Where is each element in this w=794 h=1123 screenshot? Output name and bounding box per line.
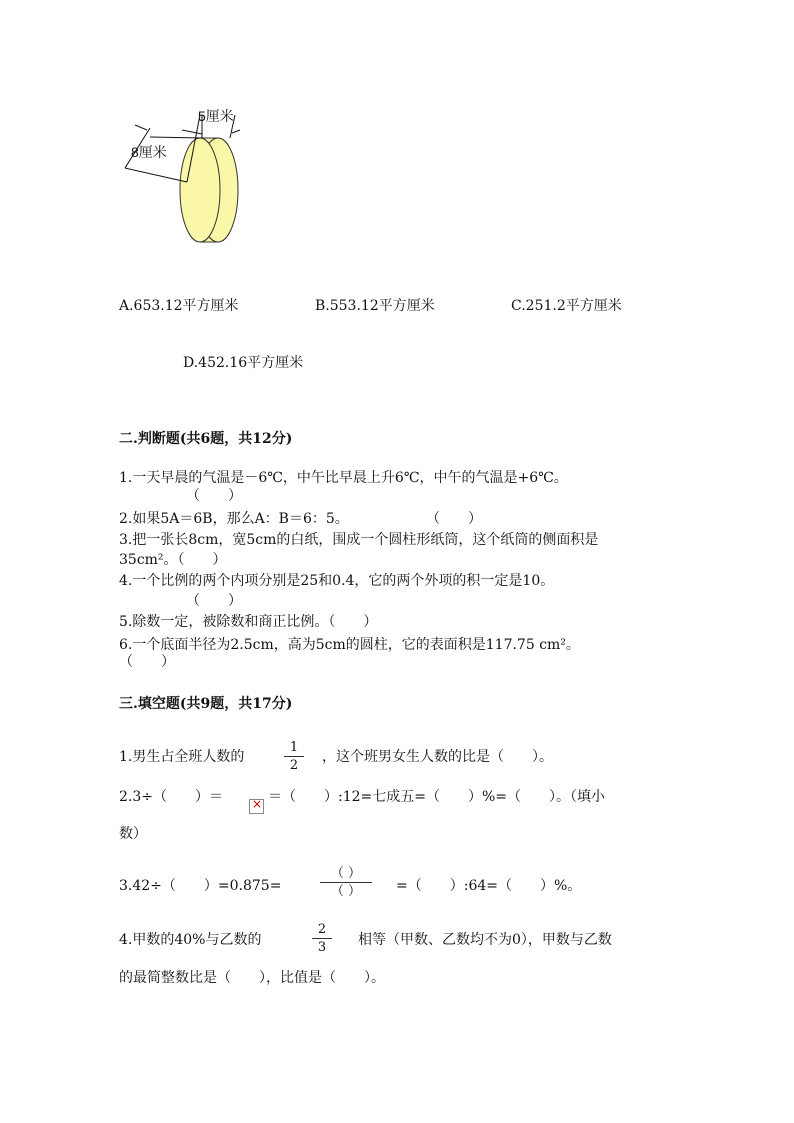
judge-q2: 2.如果5A＝6B，那么A：B＝6：5。	[119, 511, 349, 527]
fill-q2-post: ＝（ ）:12=七成五=（ ）%=（ ）。（填小	[268, 789, 606, 805]
cylinder-figure	[110, 100, 260, 250]
dimension-arrow	[232, 130, 240, 133]
fill-q3-pre: 3.42÷（ ）=0.875=	[119, 878, 282, 894]
broken-image-icon	[249, 799, 264, 814]
dimension-arrow	[182, 130, 202, 134]
judge-q3a: 3.把一张长8cm，宽5cm的白纸，围成一个圆柱形纸筒，这个纸筒的侧面积是	[119, 532, 599, 548]
fraction-denominator[interactable]: （ ）	[330, 884, 362, 899]
width-label: 5厘米	[198, 108, 234, 124]
fraction-denominator: 3	[317, 940, 327, 955]
judge-q2-paren[interactable]: （ ）	[426, 511, 482, 527]
cylinder-front-face	[180, 138, 220, 242]
fill-q1-pre: 1.男生占全班人数的	[119, 749, 245, 765]
fill-q2-pre: 2.3÷（ ）＝	[119, 789, 223, 805]
fill-q2-cont: 数）	[119, 826, 147, 842]
option-c[interactable]: C.251.2平方厘米	[511, 298, 622, 314]
fraction-two-thirds	[310, 922, 334, 955]
section-title-judgment: 二.判断题(共6题，共12分)	[119, 431, 293, 447]
fill-q4-cont: 的最简整数比是（ ），比值是（ ）。	[119, 970, 385, 986]
judge-q1-paren[interactable]: （ ）	[186, 488, 242, 504]
judge-q1: 1.一天早晨的气温是－6℃，中午比早晨上升6℃，中午的气温是+6℃。	[119, 470, 568, 486]
judge-q6: 6.一个底面半径为2.5cm，高为5cm的圆柱，它的表面积是117.75 cm²。	[119, 637, 580, 653]
fraction-numerator: 1	[289, 740, 299, 755]
dimension-arrow	[135, 125, 147, 130]
fill-q4-pre: 4.甲数的40%与乙数的	[119, 932, 262, 948]
judge-q4: 4.一个比例的两个内项分别是25和0.4，它的两个外项的积一定是10。	[119, 573, 555, 589]
fraction-denominator: 2	[289, 758, 299, 773]
option-b[interactable]: B.553.12平方厘米	[315, 298, 435, 314]
fraction-blank	[318, 866, 374, 899]
radius-line	[125, 168, 187, 182]
section-title-fill-in: 三.填空题(共9题，共17分)	[119, 696, 293, 712]
fraction-numerator: 2	[317, 922, 327, 937]
fill-q3-post: =（ ）:64=（ ）%。	[396, 878, 582, 894]
fill-q4-post: 相等（甲数、乙数均不为0），甲数与乙数	[358, 932, 612, 948]
radius-label: 8厘米	[131, 144, 167, 160]
fill-q1-post: ，这个班男女生人数的比是（ ）。	[322, 749, 553, 765]
radius-line	[150, 137, 202, 138]
fraction-numerator[interactable]: （ ）	[330, 866, 362, 881]
fraction-one-half	[282, 740, 306, 773]
judge-q6-paren[interactable]: （ ）	[119, 654, 175, 670]
judge-q3b: 35cm²。（ ）	[119, 552, 227, 568]
option-a[interactable]: A.653.12平方厘米	[119, 298, 239, 314]
judge-q4-paren[interactable]: （ ）	[186, 593, 242, 609]
option-d[interactable]: D.452.16平方厘米	[183, 355, 304, 371]
judge-q5: 5.除数一定，被除数和商正比例。（ ）	[119, 614, 378, 630]
